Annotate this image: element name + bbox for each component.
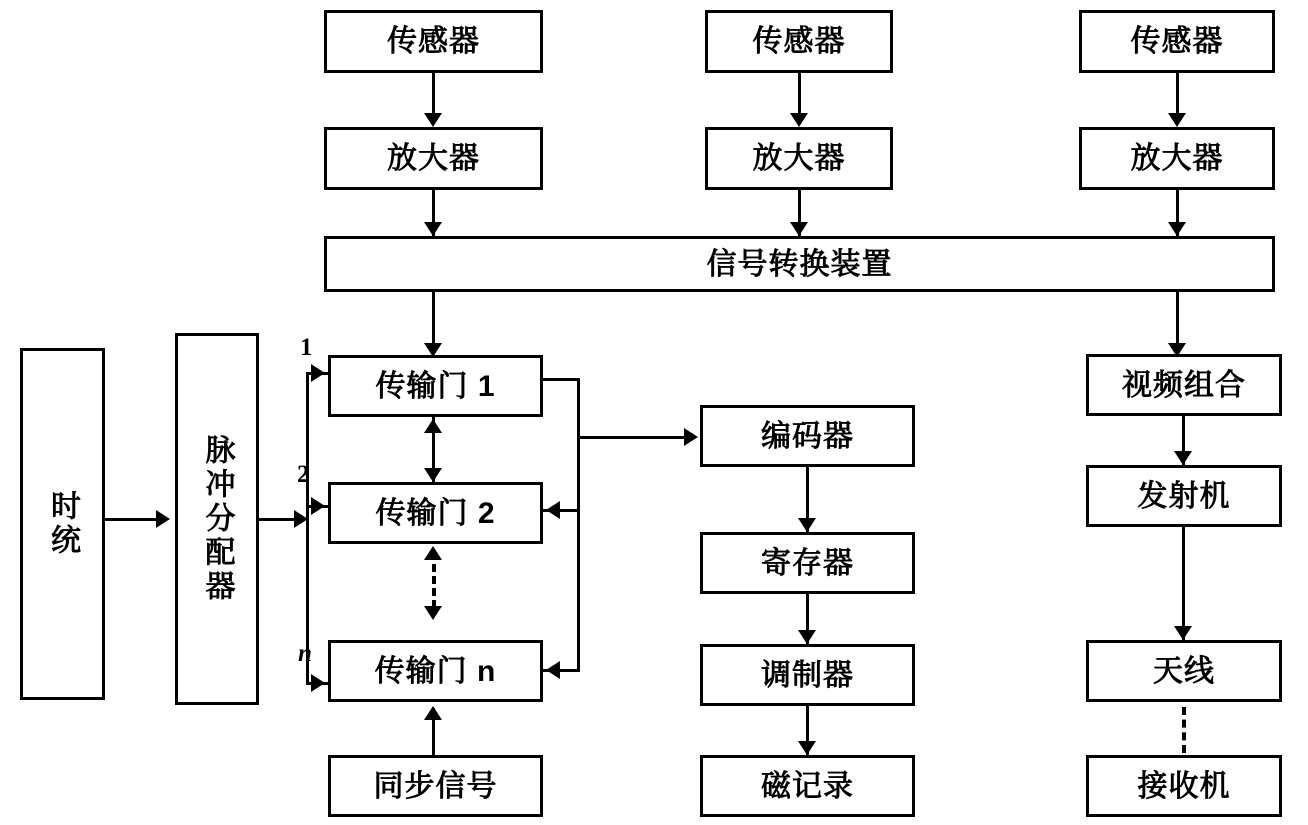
node-transmitter: [1086, 465, 1282, 527]
node-label: 传输门 1: [375, 369, 496, 403]
arrowhead: [311, 364, 325, 382]
node-label: 放大器: [1130, 142, 1224, 175]
node-label: 寄存器: [761, 546, 854, 580]
node-label: 编码器: [761, 419, 854, 453]
edge-sensor2-amp2: [798, 73, 801, 117]
gate-index-n: n: [298, 640, 312, 667]
arrowhead: [424, 546, 442, 560]
node-amplifier-1: [324, 127, 543, 190]
node-label: 信号转换装置: [706, 247, 893, 281]
node-sensor-1: [324, 10, 543, 73]
edge-sensor1-amp1: [432, 73, 435, 117]
node-label: 传感器: [752, 25, 846, 58]
arrowhead: [424, 606, 442, 620]
node-timing-system: [20, 348, 105, 700]
arrowhead: [1168, 222, 1186, 236]
node-sync-signal: [328, 755, 543, 817]
arrowhead: [424, 113, 442, 127]
node-modulator: [700, 644, 915, 706]
node-transmission-gate-2: [328, 482, 543, 544]
node-sensor-2: [705, 10, 893, 73]
arrowhead: [798, 518, 816, 532]
arrowhead: [546, 661, 560, 679]
node-label: 传输门 n: [374, 654, 497, 688]
node-label: 传输门 2: [375, 496, 496, 530]
node-label: 调制器: [761, 658, 854, 692]
node-label: 磁记录: [761, 769, 854, 803]
edge-gatebus-encoder: [577, 436, 694, 439]
gate-output-gate1: [543, 378, 580, 381]
node-amplifier-3: [1079, 127, 1275, 190]
node-magnetic-record: [700, 755, 915, 817]
node-label: 发射机: [1137, 479, 1231, 513]
node-register: [700, 532, 915, 594]
gate-bus-vertical: [306, 372, 309, 682]
arrowhead: [424, 419, 442, 433]
node-label: 天线: [1153, 654, 1215, 688]
node-label: 传感器: [387, 25, 480, 58]
arrowhead: [311, 674, 325, 692]
node-transmission-gate-n: [328, 640, 543, 702]
arrowhead: [1174, 451, 1192, 465]
node-label: 时统: [46, 490, 79, 558]
arrowhead: [311, 497, 325, 515]
arrowhead: [798, 630, 816, 644]
node-label: 放大器: [387, 142, 480, 175]
node-encoder: [700, 405, 915, 467]
node-label: 脉冲分配器: [200, 434, 234, 604]
node-label: 传感器: [1130, 25, 1224, 58]
edge-sensor3-amp3: [1176, 73, 1179, 117]
arrowhead: [156, 510, 170, 528]
arrowhead: [684, 428, 698, 446]
arrowhead: [1174, 626, 1192, 640]
node-sensor-3: [1079, 10, 1275, 73]
arrowhead: [790, 113, 808, 127]
node-amplifier-2: [705, 127, 893, 190]
node-label: 同步信号: [373, 769, 498, 803]
edge-gate2-gaten-dashed: [432, 552, 436, 608]
arrowhead: [424, 222, 442, 236]
edge-antenna-receiver-dashed: [1182, 707, 1186, 753]
gate-index-2: 2: [297, 461, 310, 488]
node-label: 视频组合: [1122, 368, 1246, 402]
arrowhead: [790, 222, 808, 236]
node-pulse-distributor: [175, 333, 259, 705]
node-video-combiner: [1086, 354, 1282, 416]
arrowhead: [424, 468, 442, 482]
edge-transmitter-antenna: [1182, 527, 1185, 640]
arrowhead: [798, 741, 816, 755]
node-label: 放大器: [752, 142, 846, 175]
arrowhead: [424, 706, 442, 720]
gate-output-bus-vertical: [577, 378, 580, 669]
gate-index-1: 1: [300, 334, 313, 361]
node-transmission-gate-1: [328, 355, 543, 417]
node-antenna: [1086, 640, 1282, 702]
node-receiver: [1086, 755, 1282, 817]
edge-timing-distributor: [105, 518, 161, 521]
arrowhead: [1168, 113, 1186, 127]
node-signal-converter: [324, 236, 1275, 292]
node-label: 接收机: [1137, 769, 1231, 803]
arrowhead: [546, 501, 560, 519]
